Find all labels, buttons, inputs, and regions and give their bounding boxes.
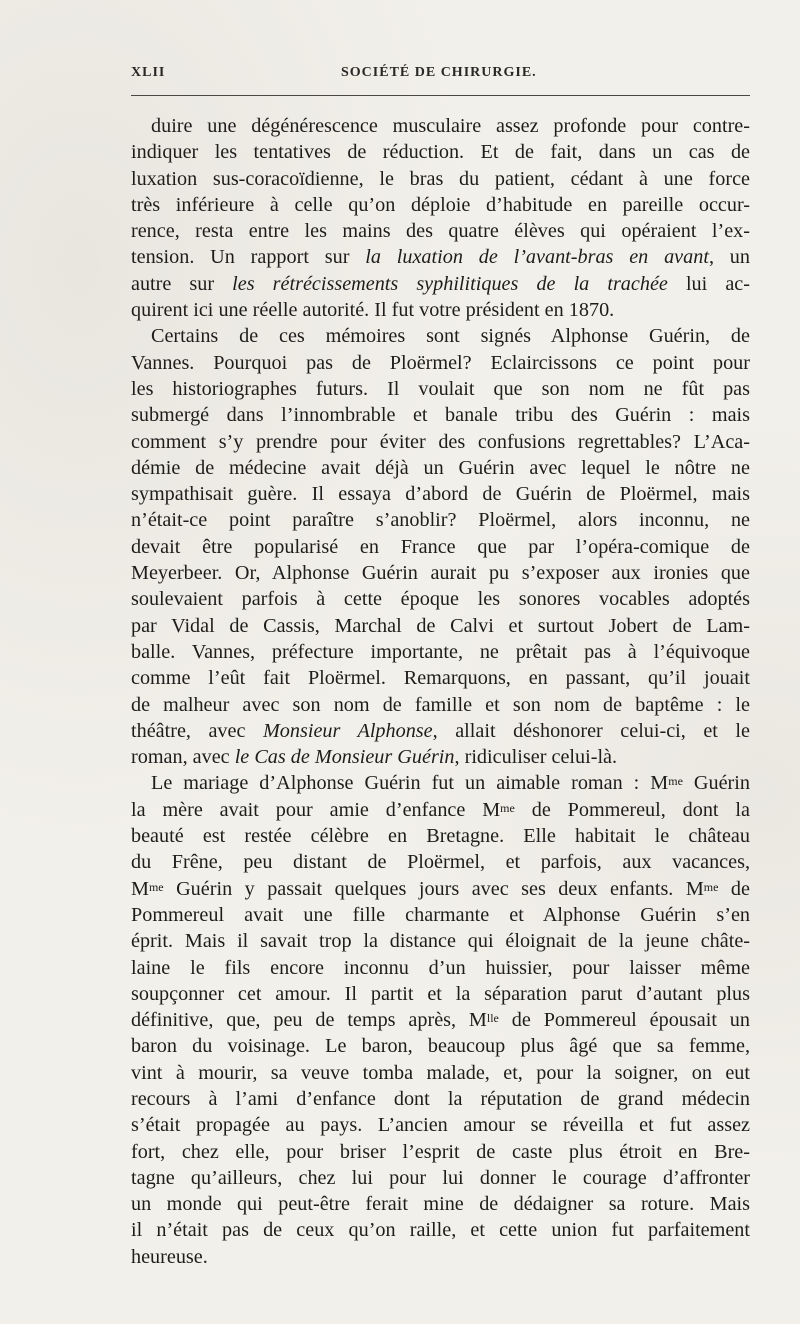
text-line: Meyerbeer. Or, Alphonse Guérin aurait pu s’exposer aux ironies que bbox=[131, 562, 750, 585]
text-line: fort, chez elle, pour briser l’esprit de caste plus étroit en Bre- bbox=[131, 1140, 750, 1163]
text-line: quirent ici une réelle autorité. Il fut votre président en 1870. bbox=[131, 299, 615, 322]
paragraph-1 bbox=[131, 113, 750, 323]
text-line: définitive, que, peu de temps après, $M^{lle}$ de Pommereul épousait un bbox=[131, 1009, 750, 1032]
text-line: indiquer les tentatives de réduction. Et de fait, dans un cas de bbox=[131, 141, 750, 164]
text-line: vint à mourir, sa veuve tomba malade, et, pour la soigner, on eut bbox=[131, 1061, 750, 1084]
text-line: luxation sus-coracoïdienne, le bras du patient, cédant à une force bbox=[131, 167, 750, 190]
text-line: comment s’y prendre pour éviter des confusions regrettables? L’Aca- bbox=[131, 430, 750, 453]
text-line: démie de médecine avait déjà un Guérin avec lequel le nôtre ne bbox=[131, 456, 750, 479]
italic-title: la luxation de l’avant-bras en avant bbox=[365, 246, 709, 269]
page-header bbox=[131, 62, 750, 86]
text-line: de malheur avec son nom de famille et son nom de baptême : le bbox=[131, 693, 750, 716]
text-line: par Vidal de Cassis, Marchal de Calvi et surtout Jobert de Lam- bbox=[131, 614, 750, 637]
header-rule bbox=[131, 95, 750, 96]
text-line: il n’était pas de ceux qu’on raille, et cette union fut parfaitement bbox=[131, 1219, 750, 1242]
text-line: laine le fils encore inconnu d’un huissier, pour laisser même bbox=[131, 956, 750, 979]
text-line: comme l’eût fait Ploërmel. Remarquons, en passant, qu’il jouait bbox=[131, 667, 750, 690]
text-line: $M^{me}$ Guérin y passait quelques jours avec ses deux enfants. $M^{me}$ de bbox=[131, 877, 750, 900]
superscript-abbrev: me bbox=[668, 774, 683, 789]
text-line: la mère avait pour amie d’enfance $M^{me}$ de Pommereul, dont la bbox=[131, 798, 750, 821]
text-line: recours à l’ami d’enfance dont la réputation de grand médecin bbox=[131, 1087, 750, 1110]
text-line: n’était-ce point paraître s’anoblir? Ploërmel, alors inconnu, ne bbox=[131, 509, 750, 532]
text-line: tension. Un rapport sur la luxation de l’avant-bras en avant, un bbox=[131, 246, 750, 269]
text-line: roman, avec le Cas de Monsieur Guérin, ridiculiser celui-là. bbox=[131, 746, 618, 769]
text-line: heureuse. bbox=[131, 1245, 208, 1268]
text-line: duire une dégénérescence musculaire assez profonde pour contre- bbox=[151, 115, 750, 137]
text-line: Vannes. Pourquoi pas de Ploërmel? Eclaircissons ce point pour bbox=[131, 351, 750, 374]
text-line: s’était propagée au pays. L’ancien amour se réveilla et fut assez bbox=[131, 1114, 750, 1137]
italic-title: le Cas de Monsieur Guérin bbox=[234, 746, 455, 769]
text-line: devait être popularisé en France que par l’opéra-comique de bbox=[131, 535, 750, 558]
text-line: du Frêne, peu distant de Ploërmel, et parfois, aux vacances, bbox=[131, 851, 750, 874]
text-line: très inférieure à celle qu’on déploie d’habitude en pareille occur- bbox=[131, 193, 750, 216]
body-text bbox=[131, 113, 750, 1270]
text-line: un monde qui peut-être ferait mine de dédaigner sa roture. Mais bbox=[131, 1193, 750, 1216]
superscript-abbrev: me bbox=[500, 800, 515, 815]
text-line: autre sur les rétrécissements syphilitiques de la trachée lui ac- bbox=[131, 272, 750, 295]
text-line: éprit. Mais il savait trop la distance qui éloignait de la jeune châte- bbox=[131, 930, 750, 953]
text-line: sympathisait guère. Il essaya d’abord de Guérin de Ploërmel, mais bbox=[131, 483, 750, 506]
text-line: Pommereul avait une fille charmante et Alphonse Guérin s’en bbox=[131, 903, 750, 926]
paragraph-3 bbox=[131, 770, 750, 1270]
italic-title: les rétrécissements syphilitiques de la trachée bbox=[232, 272, 668, 295]
text-line: soulevaient parfois à cette époque les sonores vocables adoptés bbox=[131, 588, 750, 611]
paragraph-2 bbox=[131, 323, 750, 770]
text-line: beauté est restée célèbre en Bretagne. Elle habitait le château bbox=[131, 825, 750, 848]
text-line: balle. Vannes, préfecture importante, ne prêtait pas à l’équivoque bbox=[131, 640, 750, 663]
text-line: submergé dans l’innombrable et banale tribu des Guérin : mais bbox=[131, 404, 750, 427]
superscript-abbrev: me bbox=[703, 879, 719, 894]
running-title: SOCIÉTÉ DE CHIRURGIE. bbox=[341, 65, 537, 80]
text-line: soupçonner cet amour. Il partit et la séparation parut d’autant plus bbox=[131, 982, 750, 1005]
text-line: Certains de ces mémoires sont signés Alphonse Guérin, de bbox=[151, 325, 750, 348]
text-line: les historiographes futurs. Il voulait que son nom ne fût pas bbox=[131, 377, 750, 400]
text-line: rence, resta entre les mains des quatre élèves qui opéraient l’ex- bbox=[131, 220, 750, 243]
superscript-abbrev: lle bbox=[486, 1011, 499, 1026]
text-line: tagne qu’ailleurs, chez lui pour lui donner le courage d’affronter bbox=[131, 1166, 750, 1189]
superscript-abbrev: me bbox=[148, 879, 164, 894]
text-line: Le mariage d’Alphonse Guérin fut un aimable roman : $M^{me}$ Guérin bbox=[151, 772, 750, 795]
italic-title: Monsieur Alphonse bbox=[262, 719, 433, 742]
text-line: baron du voisinage. Le baron, beaucoup plus âgé que sa femme, bbox=[131, 1035, 750, 1058]
page-number: XLII bbox=[131, 65, 166, 80]
text-line: théâtre, avec Monsieur Alphonse, allait déshonorer celui-ci, et le bbox=[131, 719, 750, 742]
